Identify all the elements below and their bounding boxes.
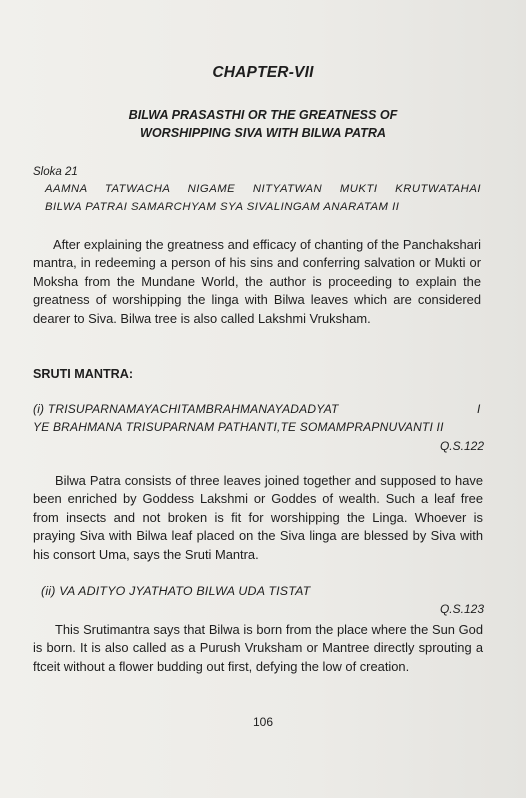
page-number: 106 xyxy=(252,715,274,729)
paragraph-2-text: Bilwa Patra consists of three leaves joined together and supposed to have been enriched by Goddess Lakshmi or Goddes of wealth. Such a leaf free from insects and not broken is fit for worshipping the Linga. Whoever is praying Siva with Bilwa leaf placed on the Siva linga are blessed by Siva with his consort Uma, says the Sruti Mantra. xyxy=(33,473,483,562)
mantra-1-reference: Q.S.122 xyxy=(439,439,484,453)
chapter-title-line-2: WORSHIPPING SIVA WITH BILWA PATRA xyxy=(139,126,387,140)
chapter-heading: CHAPTER-VII xyxy=(212,64,314,81)
sruti-mantra-heading: SRUTI MANTRA: xyxy=(33,367,134,381)
mantra-2-line-1: (ii) VA ADITYO JYATHATO BILWA UDA TISTAT xyxy=(41,584,311,598)
paragraph-1-text: After explaining the greatness and efficacy of chanting of the Panchakshari mantra, in redeeming a person of his sins and conferring salvation or Mukti or Moksha from the Mundane World, the author is proceeding to explain the greatness of worshipping the linga with Bilwa leaves which are considered dearer to Siva. Bilwa tree is also called Lakshmi Vruksham. xyxy=(33,237,481,326)
sloka-line-1: AAMNA TATWACHA NIGAME NITYATWAN MUKTI KRUTWATAHAI xyxy=(45,183,481,195)
sloka-label: Sloka 21 xyxy=(33,166,78,178)
mantra-1-mark: I xyxy=(477,402,481,416)
paragraph-2 xyxy=(33,472,483,564)
sloka-line-2: BILWA PATRAI SAMARCHYAM SYA SIVALINGAM ANARATAM II xyxy=(45,201,400,213)
mantra-1-line-1: (i) TRISUPARNAMAYACHITAMBRAHMANAYADADYAT xyxy=(33,402,339,416)
chapter-title xyxy=(0,106,526,142)
paragraph-1 xyxy=(33,236,481,328)
paragraph-3-text: This Srutimantra says that Bilwa is born from the place where the Sun God is born. It is also called as a Purush Vruksham or Mantree directly sprouting a ftceit without a flower budding out first, defying the low of creation. xyxy=(33,622,483,674)
chapter-title-line-1: BILWA PRASASTHI OR THE GREATNESS OF xyxy=(128,108,398,122)
mantra-1-line-2: YE BRAHMANA TRISUPARNAM PATHANTI,TE SOMAMPRAPNUVANTI II xyxy=(33,420,444,434)
paragraph-3 xyxy=(33,621,483,676)
mantra-2-reference: Q.S.123 xyxy=(439,602,484,616)
